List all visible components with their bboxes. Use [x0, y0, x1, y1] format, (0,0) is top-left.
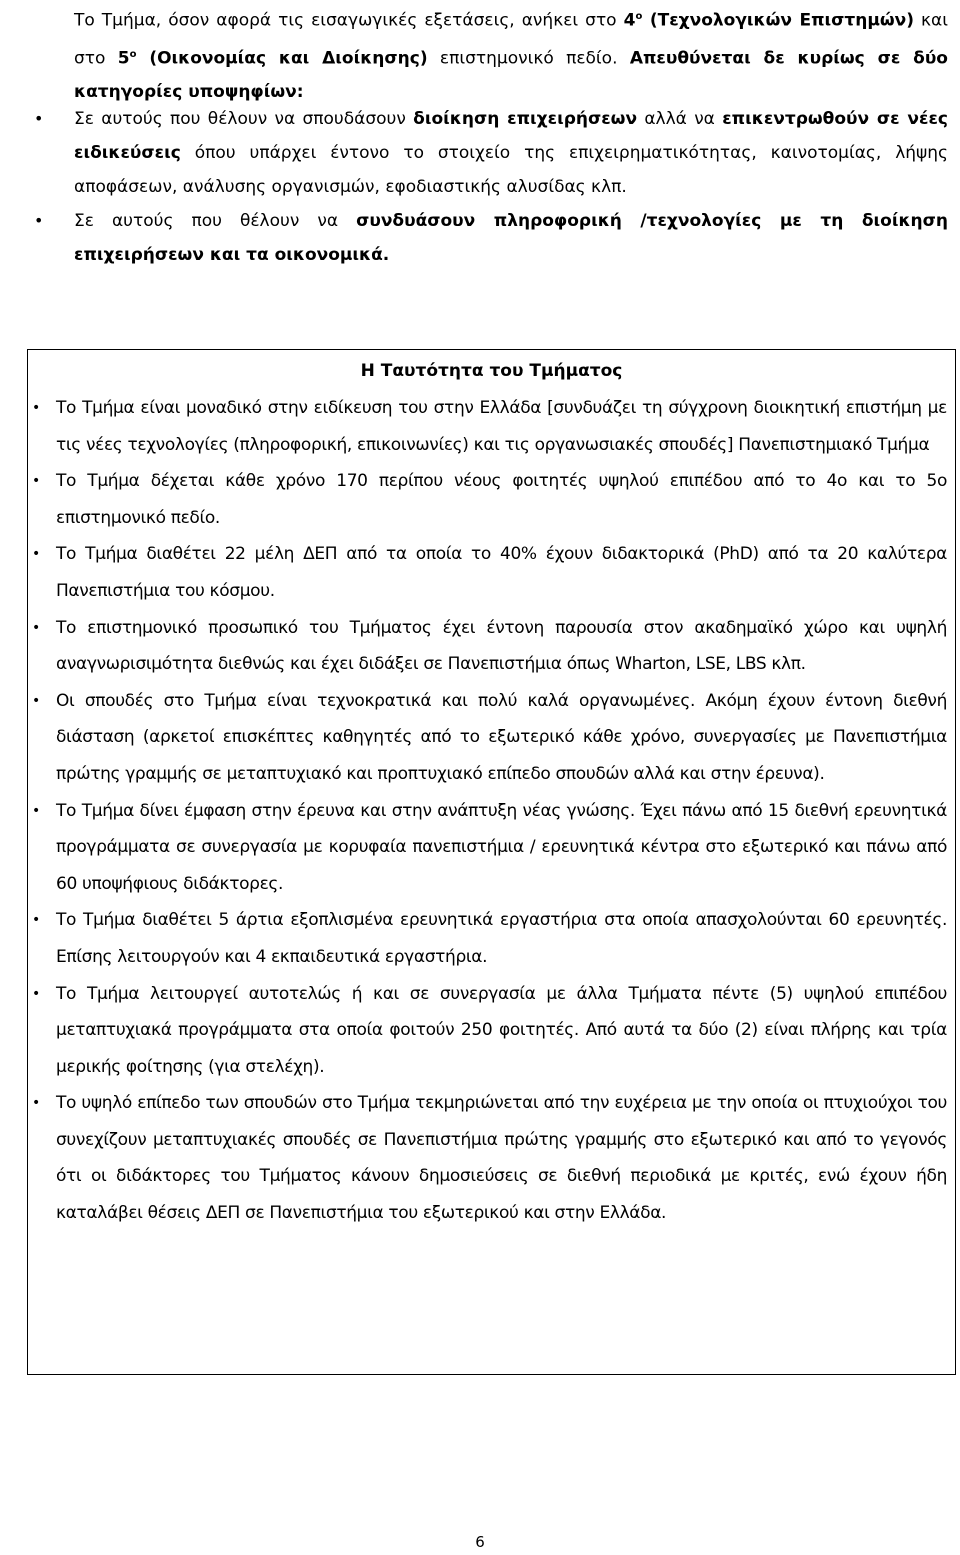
- department-identity-box: [27, 349, 956, 1375]
- list-item: • Το Τμήμα διαθέτει 22 μέλη ΔΕΠ από τα οποία το 40% έχουν διδακτορικά (PhD) από τα 20 καλύτερα Πανεπιστήμια του κόσμου.: [56, 536, 947, 609]
- list-item: • Οι σπουδές στο Τμήμα είναι τεχνοκρατικά και πολύ καλά οργανωμένες. Ακόμη έχουν έντονη διεθνή διάσταση (αρκετοί επισκέπτες καθηγητές από το εξωτερικό κάθε χρόνο, συνεργασίες με Πανεπιστήμια πρώτης γραμμής σε μεταπτυχιακό και προπτυχιακό επίπεδο σπουδών αλλά και στην έρευνα).: [56, 683, 947, 793]
- bullet-icon: •: [32, 912, 40, 929]
- bullet-icon: •: [32, 985, 40, 1002]
- intro-paragraph: [74, 0, 948, 109]
- list-item: • Το Τμήμα δίνει έμφαση στην έρευνα και στην ανάπτυξη νέας γνώσης. Έχει πάνω από 15 διεθνή ερευνητικά προγράμματα σε συνεργασία με κορυφαία πανεπιστήμια / ερευνητικά κέντρα στο εξωτερικό και πάνω από 60 υποψήφιους διδάκτορες.: [56, 793, 947, 903]
- bullet-icon: •: [32, 619, 40, 636]
- identity-list: [32, 390, 947, 1232]
- bullet-icon: •: [32, 802, 40, 819]
- list-item: • Το επιστημονικό προσωπικό του Τμήματος έχει έντονη παρουσία στον ακαδημαϊκό χώρο και υψηλή αναγνωρισιμότητα διεθνώς και έχει διδάξει σε Πανεπιστήμια όπως Wharton, LSE, LBS κλπ.: [56, 610, 947, 683]
- box-title: Η Ταυτότητα του Τμήματος: [360, 361, 623, 381]
- bullet-icon: •: [32, 546, 40, 563]
- list-item: • Το υψηλό επίπεδο των σπουδών στο Τμήμα τεκμηριώνεται από την ευχέρεια με την οποία οι πτυχιούχοι του συνεχίζουν μεταπτυχιακές σπουδές σε Πανεπιστήμια πρώτης γραμμής στο εξωτερικό και από το γεγονός ότι οι διδάκτορες του Τμήματος κάνουν δημοσιεύσεις σε διεθνή περιοδικά με κριτές, ενώ έχουν ήδη καταλάβει θέσεις ΔΕΠ σε Πανεπιστήμια του εξωτερικού και στην Ελλάδα.: [56, 1085, 947, 1231]
- bullet-icon: •: [32, 400, 40, 416]
- bullet-icon: •: [32, 692, 40, 709]
- target-groups-list: [34, 102, 949, 272]
- list-item: • Το Τμήμα λειτουργεί αυτοτελώς ή και σε συνεργασία με άλλα Τμήματα πέντε (5) υψηλού επιπέδου μεταπτυχιακά προγράμματα στα οποία φοιτούν 250 φοιτητές. Από αυτά τα δύο (2) είναι πλήρης και τρία μερικής φοίτησης (για στελέχη).: [56, 976, 947, 1086]
- list-item: • Το Τμήμα είναι μοναδικό στην ειδίκευση του στην Ελλάδα [συνδυάζει τη σύγχρονη διοικητική επιστήμη με τις νέες τεχνολογίες (πληροφορική, επικοινωνίες) και τις οργανωσιακές σπουδές] Πανεπιστημιακό Τμήμα: [56, 390, 947, 463]
- bullet-icon: •: [32, 473, 40, 490]
- page-number: 6: [475, 1533, 485, 1551]
- bullet-icon: •: [32, 1095, 40, 1112]
- list-item: • Σε αυτούς που θέλουν να συνδυάσουν πληροφορική /τεχνολογίες με τη διοίκηση επιχειρήσεων και τα οικονομικά.: [74, 204, 948, 272]
- list-item: • Το Τμήμα διαθέτει 5 άρτια εξοπλισμένα ερευνητικά εργαστήρια στα οποία απασχολούνται 60 ερευνητές. Επίσης λειτουργούν και 4 εκπαιδευτικά εργαστήρια.: [56, 902, 947, 975]
- bullet-icon: •: [34, 211, 44, 230]
- list-item: • Το Τμήμα δέχεται κάθε χρόνο 170 περίπου νέους φοιτητές υψηλού επιπέδου από το 4ο και το 5ο επιστημονικό πεδίο.: [56, 463, 947, 536]
- bullet-icon: •: [34, 109, 44, 128]
- list-item: • Σε αυτούς που θέλουν να σπουδάσουν διοίκηση επιχειρήσεων αλλά να επικεντρωθούν σε νέες ειδικεύσεις όπου υπάρχει έντονο το στοιχείο της επιχειρηματικότητας, καινοτομίας, λήψης αποφάσεων, ανάλυσης οργανισμών, εφοδιαστικής αλυσίδας κλπ.: [74, 102, 948, 204]
- intro-text: Το Τμήμα, όσον αφορά τις εισαγωγικές εξετάσεις, ανήκει στο $4^o$ (Τεχνολογικών Επιστημών) και στο $5^o$ (Οικονομίας και Διοίκησης) επιστημονικό πεδίο. Απευθύνεται δε κυρίως σε δύο κατηγορίες υποψηφίων:: [74, 10, 948, 103]
